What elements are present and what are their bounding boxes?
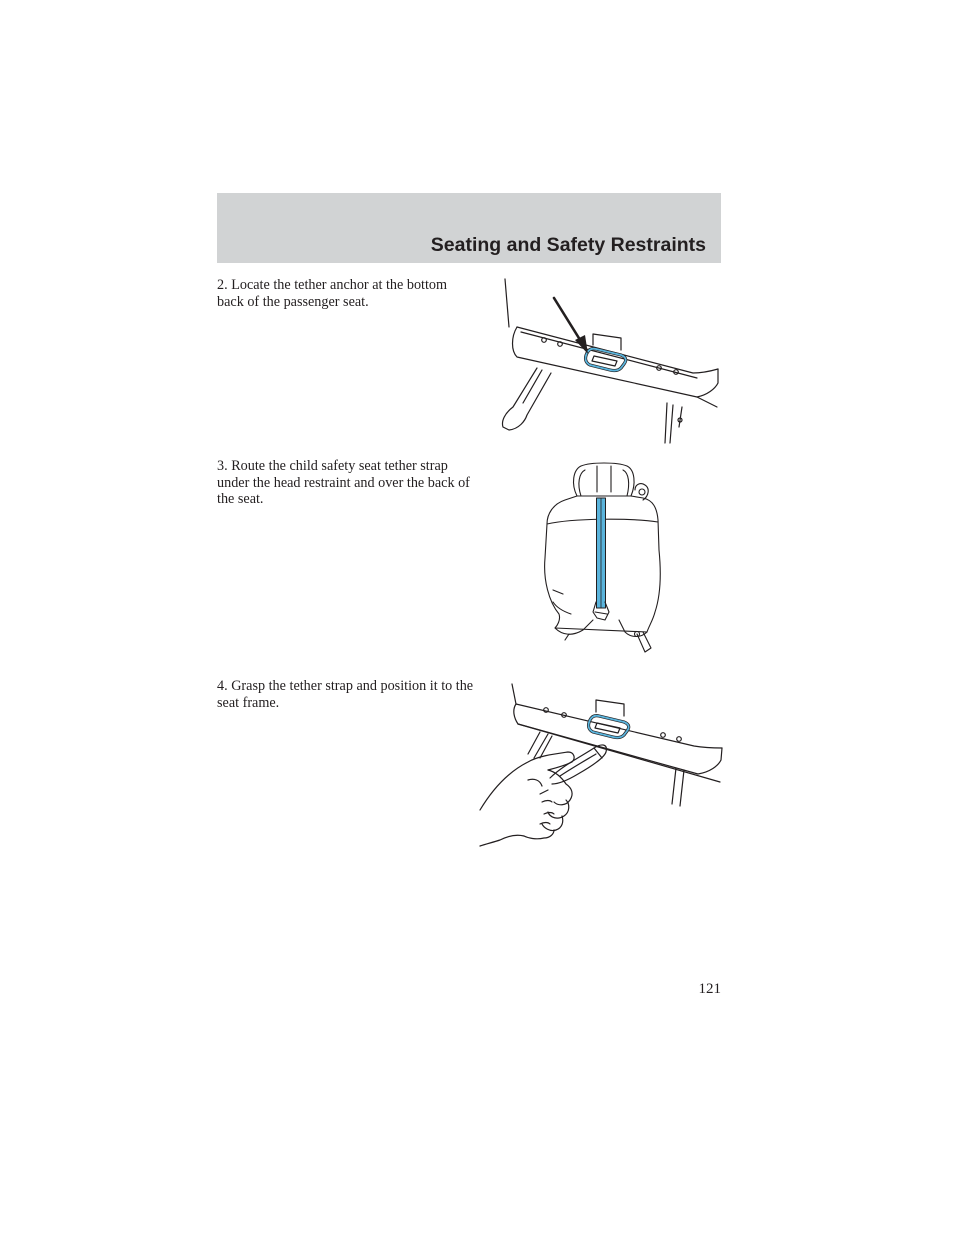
tether-attach-figure bbox=[478, 682, 724, 847]
section-title: Seating and Safety Restraints bbox=[430, 234, 706, 256]
step-3-text: 3. Route the child safety seat tether strap under the head restraint and over the back of the seat. bbox=[217, 458, 470, 507]
section-header bbox=[217, 193, 721, 263]
step-2-text: 2. Locate the tether anchor at the bottom back of the passenger seat. bbox=[217, 277, 448, 310]
step-4-text: 4. Grasp the tether strap and position it to the seat frame. bbox=[217, 678, 474, 711]
page-number: 121 bbox=[698, 981, 721, 997]
tether-anchor-figure bbox=[497, 277, 722, 447]
tether-routing-figure bbox=[535, 462, 670, 657]
